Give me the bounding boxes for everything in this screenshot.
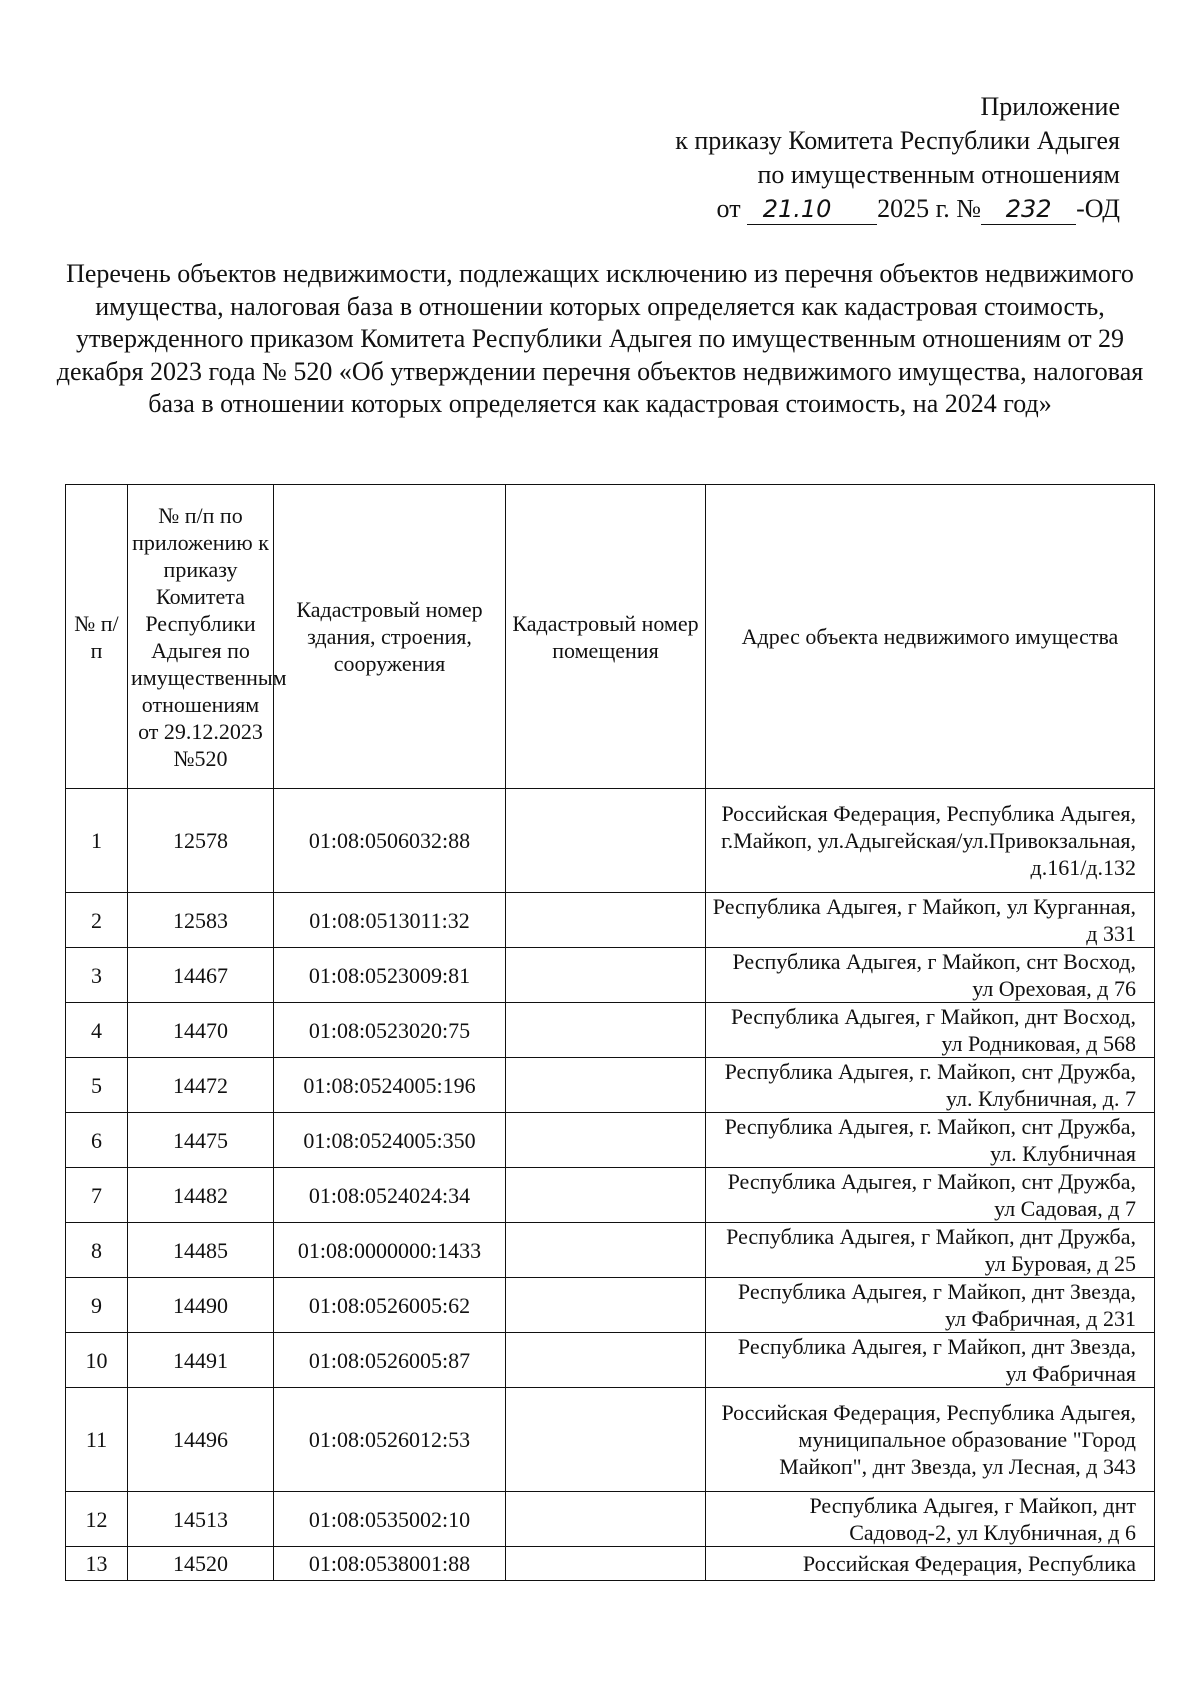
cell-num: 6 xyxy=(66,1113,128,1168)
handwritten-date: 21.10 xyxy=(747,194,847,225)
cell-address: Республика Адыгея, г Майкоп, днт Звезда, ул Фабричная, д 231 xyxy=(706,1278,1155,1333)
cell-num: 2 xyxy=(66,893,128,948)
table-row xyxy=(66,948,1155,1003)
header-room-cadastral: Кадастровый номер помещения xyxy=(506,485,706,789)
cell-appendix-num: 14472 xyxy=(128,1058,274,1113)
cell-building-cadastral: 01:08:0524005:350 xyxy=(274,1113,506,1168)
cell-building-cadastral: 01:08:0523009:81 xyxy=(274,948,506,1003)
cell-address: Республика Адыгея, г Майкоп, днт Садовод-2, ул Клубничная, д 6 xyxy=(706,1492,1155,1547)
header-appendix-num: № п/п по приложению к приказу Комитета Республики Адыгея по имущественным отношениям от 29.12.2023 №520 xyxy=(128,485,274,789)
cell-room-cadastral xyxy=(506,1058,706,1113)
table-row xyxy=(66,789,1155,893)
cell-room-cadastral xyxy=(506,1223,706,1278)
header-num: № п/п xyxy=(66,485,128,789)
cell-appendix-num: 14482 xyxy=(128,1168,274,1223)
appendix-line-2: к приказу Комитета Республики Адыгея xyxy=(675,126,1120,155)
table-row xyxy=(66,1113,1155,1168)
cell-building-cadastral: 01:08:0524005:196 xyxy=(274,1058,506,1113)
table-row xyxy=(66,1223,1155,1278)
cell-building-cadastral: 01:08:0524024:34 xyxy=(274,1168,506,1223)
cell-num: 9 xyxy=(66,1278,128,1333)
table-header-row xyxy=(66,485,1155,789)
cell-appendix-num: 12583 xyxy=(128,893,274,948)
cell-room-cadastral xyxy=(506,893,706,948)
cell-address: Республика Адыгея, г Майкоп, снт Восход, ул Ореховая, д 76 xyxy=(706,948,1155,1003)
cell-appendix-num: 14496 xyxy=(128,1388,274,1492)
table-row xyxy=(66,1168,1155,1223)
cell-appendix-num: 14475 xyxy=(128,1113,274,1168)
cell-address: Республика Адыгея, г Майкоп, днт Дружба, ул Буровая, д 25 xyxy=(706,1223,1155,1278)
cell-num: 4 xyxy=(66,1003,128,1058)
appendix-line-1: Приложение xyxy=(980,92,1120,121)
appendix-date-line xyxy=(420,192,1120,226)
cell-num: 7 xyxy=(66,1168,128,1223)
date-prefix: от xyxy=(716,194,741,223)
cell-appendix-num: 14520 xyxy=(128,1547,274,1581)
cell-room-cadastral xyxy=(506,1113,706,1168)
cell-address: Республика Адыгея, г Майкоп, снт Дружба, ул Садовая, д 7 xyxy=(706,1168,1155,1223)
cell-room-cadastral xyxy=(506,1168,706,1223)
cell-building-cadastral: 01:08:0523020:75 xyxy=(274,1003,506,1058)
cell-appendix-num: 14490 xyxy=(128,1278,274,1333)
cell-appendix-num: 14485 xyxy=(128,1223,274,1278)
cell-num: 12 xyxy=(66,1492,128,1547)
cell-address: Республика Адыгея, г. Майкоп, снт Дружба, ул. Клубничная xyxy=(706,1113,1155,1168)
cell-address: Республика Адыгея, г Майкоп, днт Восход, ул Родниковая, д 568 xyxy=(706,1003,1155,1058)
property-table xyxy=(65,484,1155,1581)
cell-num: 5 xyxy=(66,1058,128,1113)
cell-building-cadastral: 01:08:0538001:88 xyxy=(274,1547,506,1581)
cell-address: Российская Федерация, Республика xyxy=(706,1547,1155,1581)
table-row xyxy=(66,1003,1155,1058)
order-suffix: -ОД xyxy=(1076,194,1120,223)
table-row xyxy=(66,893,1155,948)
cell-building-cadastral: 01:08:0513011:32 xyxy=(274,893,506,948)
table-row xyxy=(66,1388,1155,1492)
cell-room-cadastral xyxy=(506,1547,706,1581)
appendix-header xyxy=(420,90,1120,226)
cell-address: Российская Федерация, Республика Адыгея, г.Майкоп, ул.Адыгейская/ул.Привокзальная, д.161/д.132 xyxy=(706,789,1155,893)
cell-room-cadastral xyxy=(506,1003,706,1058)
table-row xyxy=(66,1547,1155,1581)
cell-building-cadastral: 01:08:0506032:88 xyxy=(274,789,506,893)
cell-room-cadastral xyxy=(506,1388,706,1492)
cell-num: 11 xyxy=(66,1388,128,1492)
cell-appendix-num: 14491 xyxy=(128,1333,274,1388)
cell-num: 10 xyxy=(66,1333,128,1388)
cell-appendix-num: 12578 xyxy=(128,789,274,893)
cell-building-cadastral: 01:08:0535002:10 xyxy=(274,1492,506,1547)
cell-building-cadastral: 01:08:0526005:62 xyxy=(274,1278,506,1333)
table-row xyxy=(66,1058,1155,1113)
document-title: Перечень объектов недвижимости, подлежащих исключению из перечня объектов недвижимого имущества, налоговая база в отношении которых определяется как кадастровая стоимость, утвержденного приказом Комитета Республики Адыгея по имущественным отношениям от 29 декабря 2023 года № 520 «Об утверждении перечня объектов недвижимого имущества, налоговая база в отношении которых определяется как кадастровая стоимость, на 2024 год» xyxy=(56,259,1144,418)
header-address: Адрес объекта недвижимого имущества xyxy=(706,485,1155,789)
cell-num: 1 xyxy=(66,789,128,893)
appendix-line-3: по имущественным отношениям xyxy=(757,160,1120,189)
cell-room-cadastral xyxy=(506,1492,706,1547)
cell-num: 3 xyxy=(66,948,128,1003)
cell-building-cadastral: 01:08:0000000:1433 xyxy=(274,1223,506,1278)
year-text: 2025 г. № xyxy=(877,194,982,223)
cell-room-cadastral xyxy=(506,789,706,893)
table-row xyxy=(66,1278,1155,1333)
cell-num: 8 xyxy=(66,1223,128,1278)
cell-appendix-num: 14513 xyxy=(128,1492,274,1547)
cell-appendix-num: 14470 xyxy=(128,1003,274,1058)
cell-building-cadastral: 01:08:0526012:53 xyxy=(274,1388,506,1492)
cell-address: Республика Адыгея, г Майкоп, ул Курганная, д 331 xyxy=(706,893,1155,948)
date-blank xyxy=(847,194,877,225)
cell-room-cadastral xyxy=(506,1278,706,1333)
cell-address: Республика Адыгея, г. Майкоп, снт Дружба, ул. Клубничная, д. 7 xyxy=(706,1058,1155,1113)
cell-address: Республика Адыгея, г Майкоп, днт Звезда, ул Фабричная xyxy=(706,1333,1155,1388)
handwritten-number: 232 xyxy=(981,194,1076,225)
cell-room-cadastral xyxy=(506,1333,706,1388)
cell-building-cadastral: 01:08:0526005:87 xyxy=(274,1333,506,1388)
cell-num: 13 xyxy=(66,1547,128,1581)
header-building-cadastral: Кадастровый номер здания, строения, сооружения xyxy=(274,485,506,789)
cell-appendix-num: 14467 xyxy=(128,948,274,1003)
cell-room-cadastral xyxy=(506,948,706,1003)
table-row xyxy=(66,1492,1155,1547)
table-row xyxy=(66,1333,1155,1388)
cell-address: Российская Федерация, Республика Адыгея, муниципальное образование "Город Майкоп", днт Звезда, ул Лесная, д 343 xyxy=(706,1388,1155,1492)
